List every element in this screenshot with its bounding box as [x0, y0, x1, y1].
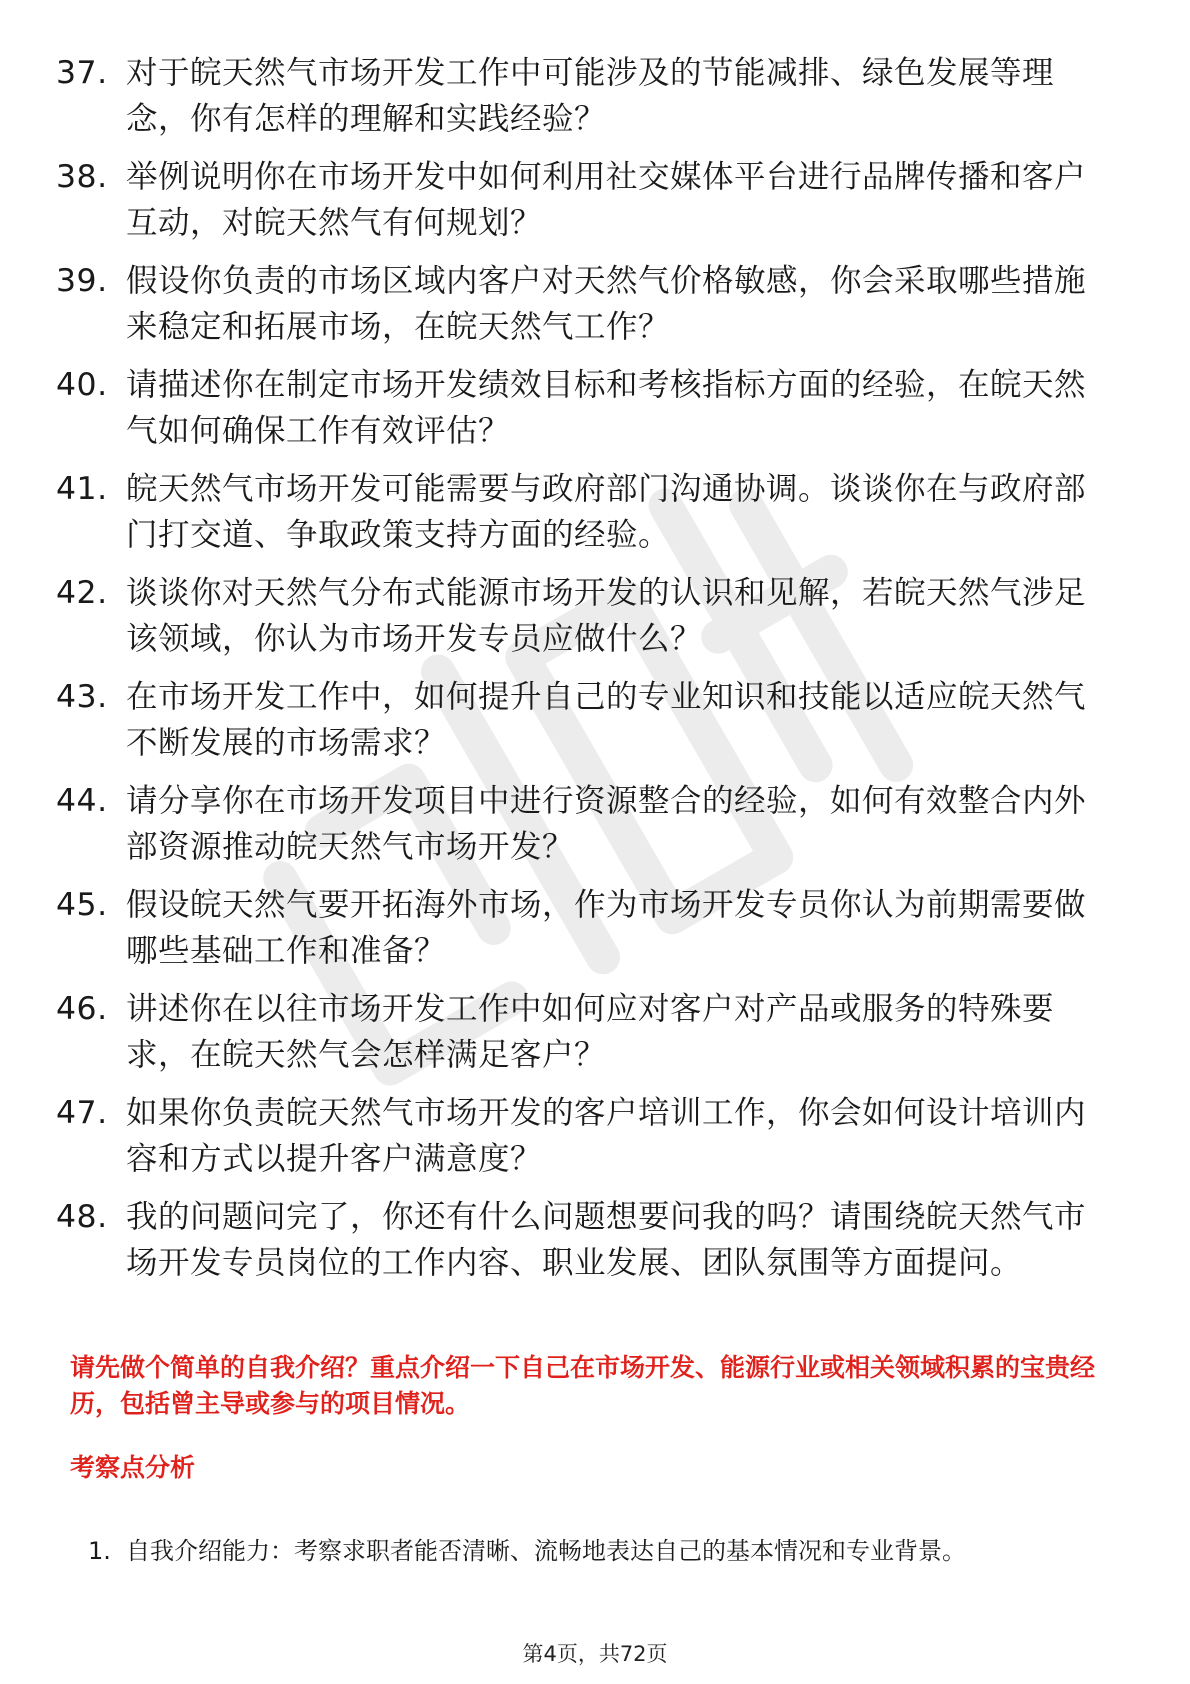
question-number: 48.: [56, 1199, 108, 1235]
question-item: [56, 986, 1106, 1078]
question-number: 43.: [56, 679, 108, 715]
question-number: 38.: [56, 159, 108, 195]
question-item: [56, 154, 1106, 246]
question-text: 举例说明你在市场开发中如何利用社交媒体平台进行品牌传播和客户互动，对皖天然气有何规划？: [126, 159, 1087, 241]
question-text: 假设你负责的市场区域内客户对天然气价格敏感，你会采取哪些措施来稳定和拓展市场，在皖天然气工作？: [126, 263, 1087, 345]
question-number: 44.: [56, 783, 108, 819]
question-text: 我的问题问完了，你还有什么问题想要问我的吗？请围绕皖天然气市场开发专员岗位的工作内容、职业发展、团队氛围等方面提问。: [126, 1199, 1087, 1281]
question-item: [56, 258, 1106, 350]
analysis-item-text: 自我介绍能力：考察求职者能否清晰、流畅地表达自己的基本情况和专业背景。: [126, 1537, 966, 1565]
question-item: [56, 778, 1106, 870]
question-text: 请分享你在市场开发项目中进行资源整合的经验，如何有效整合内外部资源推动皖天然气市场开发？: [126, 783, 1087, 865]
analysis-list: [88, 1520, 1108, 1582]
question-number: 39.: [56, 263, 108, 299]
analysis-item: [88, 1520, 1108, 1582]
question-text: 如果你负责皖天然气市场开发的客户培训工作，你会如何设计培训内容和方式以提升客户满意度？: [126, 1095, 1087, 1177]
question-item: [56, 1090, 1106, 1182]
analysis-item-number: 1.: [88, 1537, 111, 1565]
question-item: [56, 674, 1106, 766]
question-number: 42.: [56, 575, 108, 611]
question-item: [56, 570, 1106, 662]
question-text: 在市场开发工作中，如何提升自己的专业知识和技能以适应皖天然气不断发展的市场需求？: [126, 679, 1087, 761]
question-number: 46.: [56, 991, 108, 1027]
question-text: 请描述你在制定市场开发绩效目标和考核指标方面的经验，在皖天然气如何确保工作有效评估？: [126, 367, 1087, 449]
question-list: [56, 50, 1106, 1298]
question-number: 45.: [56, 887, 108, 923]
question-text: 对于皖天然气市场开发工作中可能涉及的节能减排、绿色发展等理念，你有怎样的理解和实践经验？: [126, 55, 1055, 137]
question-text: 讲述你在以往市场开发工作中如何应对客户对产品或服务的特殊要求，在皖天然气会怎样满足客户？: [126, 991, 1055, 1073]
question-item: [56, 1194, 1106, 1286]
intro-question-heading: 请先做个简单的自我介绍？重点介绍一下自己在市场开发、能源行业或相关领域积累的宝贵经历，包括曾主导或参与的项目情况。: [70, 1353, 1096, 1418]
question-item: [56, 466, 1106, 558]
analysis-title: 考察点分析: [70, 1453, 196, 1482]
question-text: 皖天然气市场开发可能需要与政府部门沟通协调。谈谈你在与政府部门打交道、争取政策支持方面的经验。: [126, 471, 1087, 553]
question-number: 40.: [56, 367, 108, 403]
question-item: [56, 50, 1106, 142]
question-number: 41.: [56, 471, 108, 507]
question-text: 谈谈你对天然气分布式能源市场开发的认识和见解，若皖天然气涉足该领域，你认为市场开发专员应做什么？: [126, 575, 1087, 657]
question-item: [56, 362, 1106, 454]
question-number: 37.: [56, 55, 108, 91]
question-number: 47.: [56, 1095, 108, 1131]
page-footer: 第4页，共72页: [522, 1642, 668, 1666]
question-item: [56, 882, 1106, 974]
question-text: 假设皖天然气要开拓海外市场，作为市场开发专员你认为前期需要做哪些基础工作和准备？: [126, 887, 1087, 969]
